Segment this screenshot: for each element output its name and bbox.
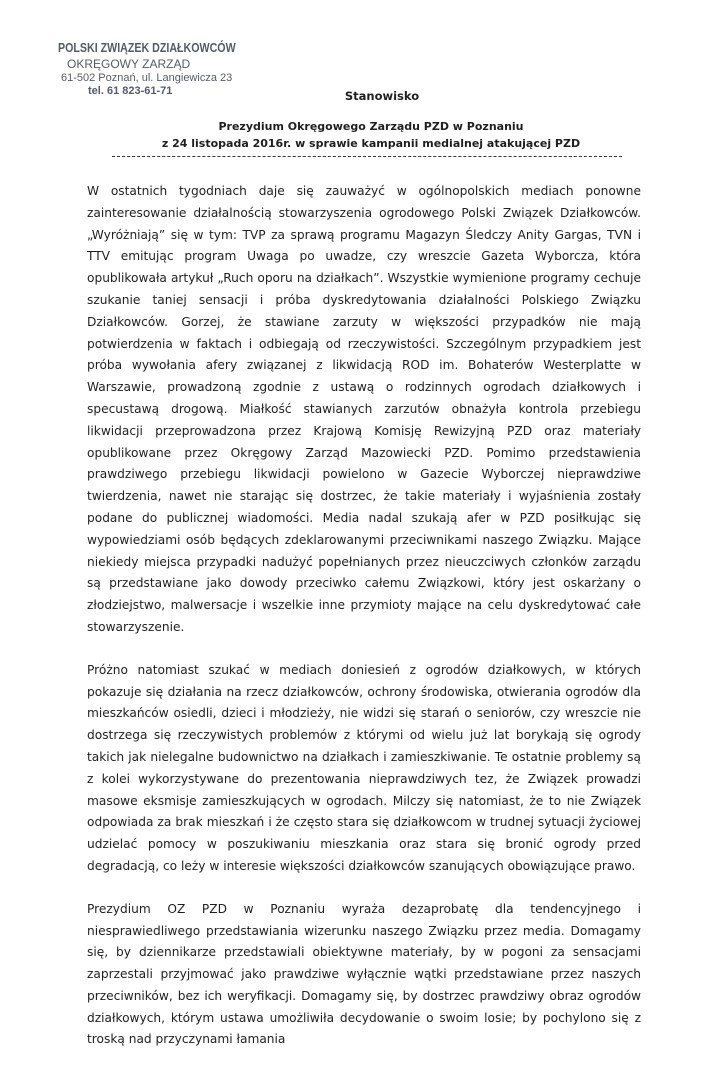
dashed-divider: [112, 156, 622, 157]
stamp-address: 61-502 Poznań, ul. Langiewicza 23: [61, 72, 233, 84]
paragraph-2: Próżno natomiast szukać w mediach doniesień z ogrodów działkowych, w których pokazuje się działania na rzecz działkowców, ochrony środowiska, otwierania ogrodów dla mieszkańców osiedli, dzieci i młodzieży, nie widzi się starań o seniorów, czy wreszcie nie dostrzega się rzeczywistych problemów z którymi od wielu już lat borykają się ogrody takich jak nielegalne budownictwo na działkach i zamieszkiwanie. Te ostatnie problemy są z kolei wykorzystywane do prezentowania nieprawdziwych tez, że Związek prowadzi masowe eksmisje zamieszkujących w ogrodach. Milczy się natomiast, że to nie Związek odpowiada za brak mieszkań i że często stara się działkowcom w trudnej sytuacji życiowej udzielać pomocy w poszukiwaniu mieszkania oraz stara się bronić ogrody przed degradacją, co leży w interesie większości działkowców szanujących obowiązujące prawo.: [87, 662, 641, 873]
title-line-1: Prezydium Okręgowego Zarządu PZD w Poznaniu: [218, 120, 524, 133]
document-body: [87, 181, 641, 1072]
paragraph-1: W ostatnich tygodniach daje się zauważyć w ogólnopolskich mediach ponowne zainteresowanie działalnością stowarzyszenia ogrodowego Polski Związek Działkowców. „Wyróżniają” się w tym: TVP za sprawą programu Magazyn Śledczy Anity Gargas, TVN i TTV emitując program Uwaga po uwadze, czy wreszcie Gazeta Wyborcza, która opublikowała artykuł „Ruch oporu na działkach”. Wszystkie wymienione programy cechuje szukanie taniej sensacji i próba dyskredytowania działalności Polskiego Związku Działkowców. Gorzej, że stawiane zarzuty w większości przypadków nie mają potwierdzenia w faktach i odbiegają od rzeczywistości. Szczególnym przypadkiem jest próba wywołania afery związanej z likwidacją ROD im. Bohaterów Westerplatte w Warszawie, prowadzoną zgodnie z ustawą o rodzinnych ogrodach działkowych i specustawą drogową. Miałkość stawianych zarzutów obnażyła kontrola przebiegu likwidacji przeprowadzona przez Krajową Komisję Rewizyjną PZD oraz materiały opublikowane przez Okręgowy Zarząd Mazowiecki PZD. Pomimo przedstawienia prawdziwego przebiegu likwidacji powielono w Gazecie Wyborczej nieprawdziwe twierdzenia, nawet nie starając się dostrzec, że takie materiały i wyjaśnienia zostały podane do publicznej wiadomości. Media nadal szukają afer w PZD posiłkując się wypowiedziami osób będących zdeklarowanymi przeciwnikami naszego Związku. Mające niekiedy miejsca przypadki nadużyć popełnianych przez nieuczciwych członków zarządu są przedstawiane jako dowody przeciwko całemu Związkowi, który jest oskarżany o złodziejstwo, malwersacje i wszelkie inne przymioty mające na celu dyskredytować całe stowarzyszenie.: [87, 184, 641, 634]
stamp-unit: OKRĘGOWY ZARZĄD: [67, 57, 191, 71]
paragraph-3: Prezydium OZ PZD w Poznaniu wyraża dezaprobatę dla tendencyjnego i niesprawiedliwego przedstawiania wizerunku naszego Związku przez media. Domagamy się, by dziennikarze przedstawiali obiektywne materiały, by w pogoni za sensacjami zaprzestali przyjmować jako prawdziwe wyłącznie wątki przedstawiane przez naszych przeciwników, bez ich weryfikacji. Domagamy się, by dostrzec prawdziwy obraz ogrodów działkowych, którym ustawa umożliwiła decydowanie o swoim losie; by pochylono się z troską nad przyczynami łamania: [87, 901, 641, 1047]
title-line-2: z 24 listopada 2016r. w sprawie kampanii medialnej atakującej PZD: [161, 137, 581, 150]
document-type-heading: Stanowisko: [344, 89, 420, 103]
stamp-phone: tel. 61 823-61-71: [88, 85, 173, 97]
stamp-org-name: POLSKI ZWIĄZEK DZIAŁKOWCÓW: [58, 40, 236, 55]
document-title: [0, 118, 724, 152]
